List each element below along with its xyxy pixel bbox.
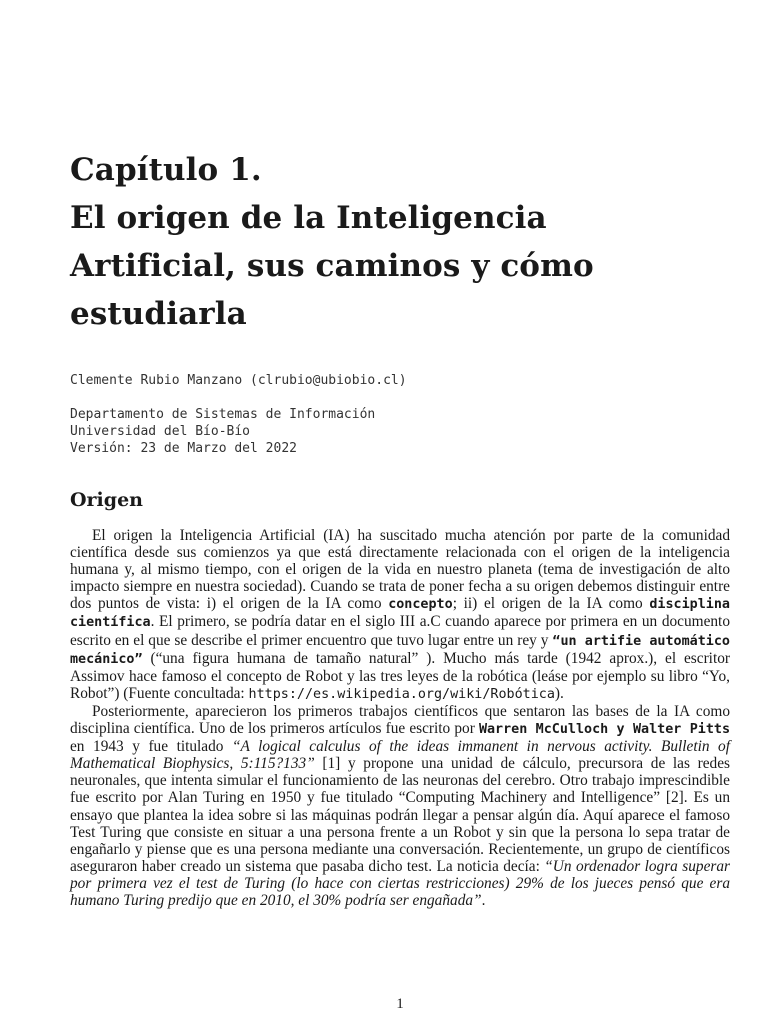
italic-paper-title: “A logical calculus of the ideas immanent in nervous activity. Bulletin of Mathematical Biophysics, 5:115?133”	[70, 738, 730, 773]
chapter-title-line-3: Artificial, sus caminos y cómo	[70, 248, 594, 284]
section-heading: Origen	[70, 489, 143, 511]
bold-term-concepto: concepto	[388, 597, 453, 613]
paragraph-2	[70, 703, 730, 909]
source-url-link[interactable]: https://es.wikipedia.org/wiki/Robótica	[248, 686, 555, 702]
text-run: ; ii) el origen de la IA como	[452, 595, 650, 613]
text-run: (“una figura humana de tamaño natural” ). Mucho más tarde (1942 aprox.), el escritor Assimov hace famoso el concepto de Robot y las tres leyes de la robótica (leáse por ejemplo su libro “Yo, Robot”) (Fuente concultada:	[70, 649, 730, 702]
author-line: Clemente Rubio Manzano (clrubio@ubiobio.cl)	[70, 373, 407, 388]
italic-news-quote: “Un ordenador logra superar por primera vez el test de Turing (lo hace con ciertas restricciones) 29% de los jueces pensó que era humano Turing predijo que en 2010, el 30% podría ser engañada”	[70, 857, 730, 909]
body-text	[70, 527, 730, 909]
chapter-title-line-2: El origen de la Inteligencia	[70, 200, 547, 236]
version-date: Versión: 23 de Marzo del 2022	[70, 441, 297, 456]
department: Departamento de Sistemas de Información	[70, 407, 376, 422]
affiliation-block	[70, 406, 375, 457]
text-run: ).	[554, 684, 564, 702]
text-run: en 1943 y fue titulado	[70, 738, 232, 756]
text-run: El origen la Inteligencia Artificial (IA) ha suscitado mucha atención por parte de la comunidad científica desde sus comienzos ya que está directamente relacionada con el origen de la inteligencia humana y, al mismo tiempo, con el origen de la vida en nuestro planeta (tema de investigación de alto impacto siempre en nuestra sociedad). Cuando se trata de poner fecha a su origen debemos distinguir entre dos puntos de vista: i) el origen de la IA como	[70, 527, 730, 613]
chapter-title	[70, 146, 730, 338]
chapter-title-line-1: Capítulo 1.	[70, 152, 262, 188]
paragraph-1	[70, 527, 730, 703]
chapter-title-line-4: estudiarla	[70, 296, 247, 332]
bold-term-disciplina: disciplina científica	[70, 597, 730, 631]
bold-term-artifie: “un artifie automático mecánico”	[70, 633, 730, 667]
university: Universidad del Bío-Bío	[70, 424, 251, 439]
text-run: . El primero, se podría datar en el siglo III a.C cuando aparece por primera en un documento escrito en el que se describe el primer encuentro que tuvo lugar entre un rey y	[70, 613, 730, 649]
text-run: Posteriormente, aparecieron los primeros trabajos científicos que sentaron las bases de la IA como disciplina científica. Uno de los primeros artículos fue escrito por	[70, 702, 730, 738]
text-run: .	[481, 891, 486, 909]
text-run: [1] y propone una unidad de cálculo, precursora de las redes neuronales, que intenta simular el funcionamiento de las neuronas del cerebro. Otro trabajo imprescindible fue escrito por Alan Turing en 1950 y fue titulado “Computing Machinery and Intelligence” [2]. Es un ensayo que plantea la idea sobre si las máquinas podrán llegar a pensar algún día. Aquí aparece el famoso Test Turing que consiste en situar a una persona frente a un Robot y sin que la persona lo sepa tratar de engañarlo y piense que es una persona mediante una conversación. Recientemente, un grupo de científicos aseguraron haber creado un sistema que pasaba dicho test. La noticia decía:	[70, 755, 730, 875]
document-page	[70, 0, 730, 1024]
page-number: 1	[396, 996, 404, 1012]
bold-authors: Warren McCulloch y Walter Pitts	[478, 722, 731, 738]
